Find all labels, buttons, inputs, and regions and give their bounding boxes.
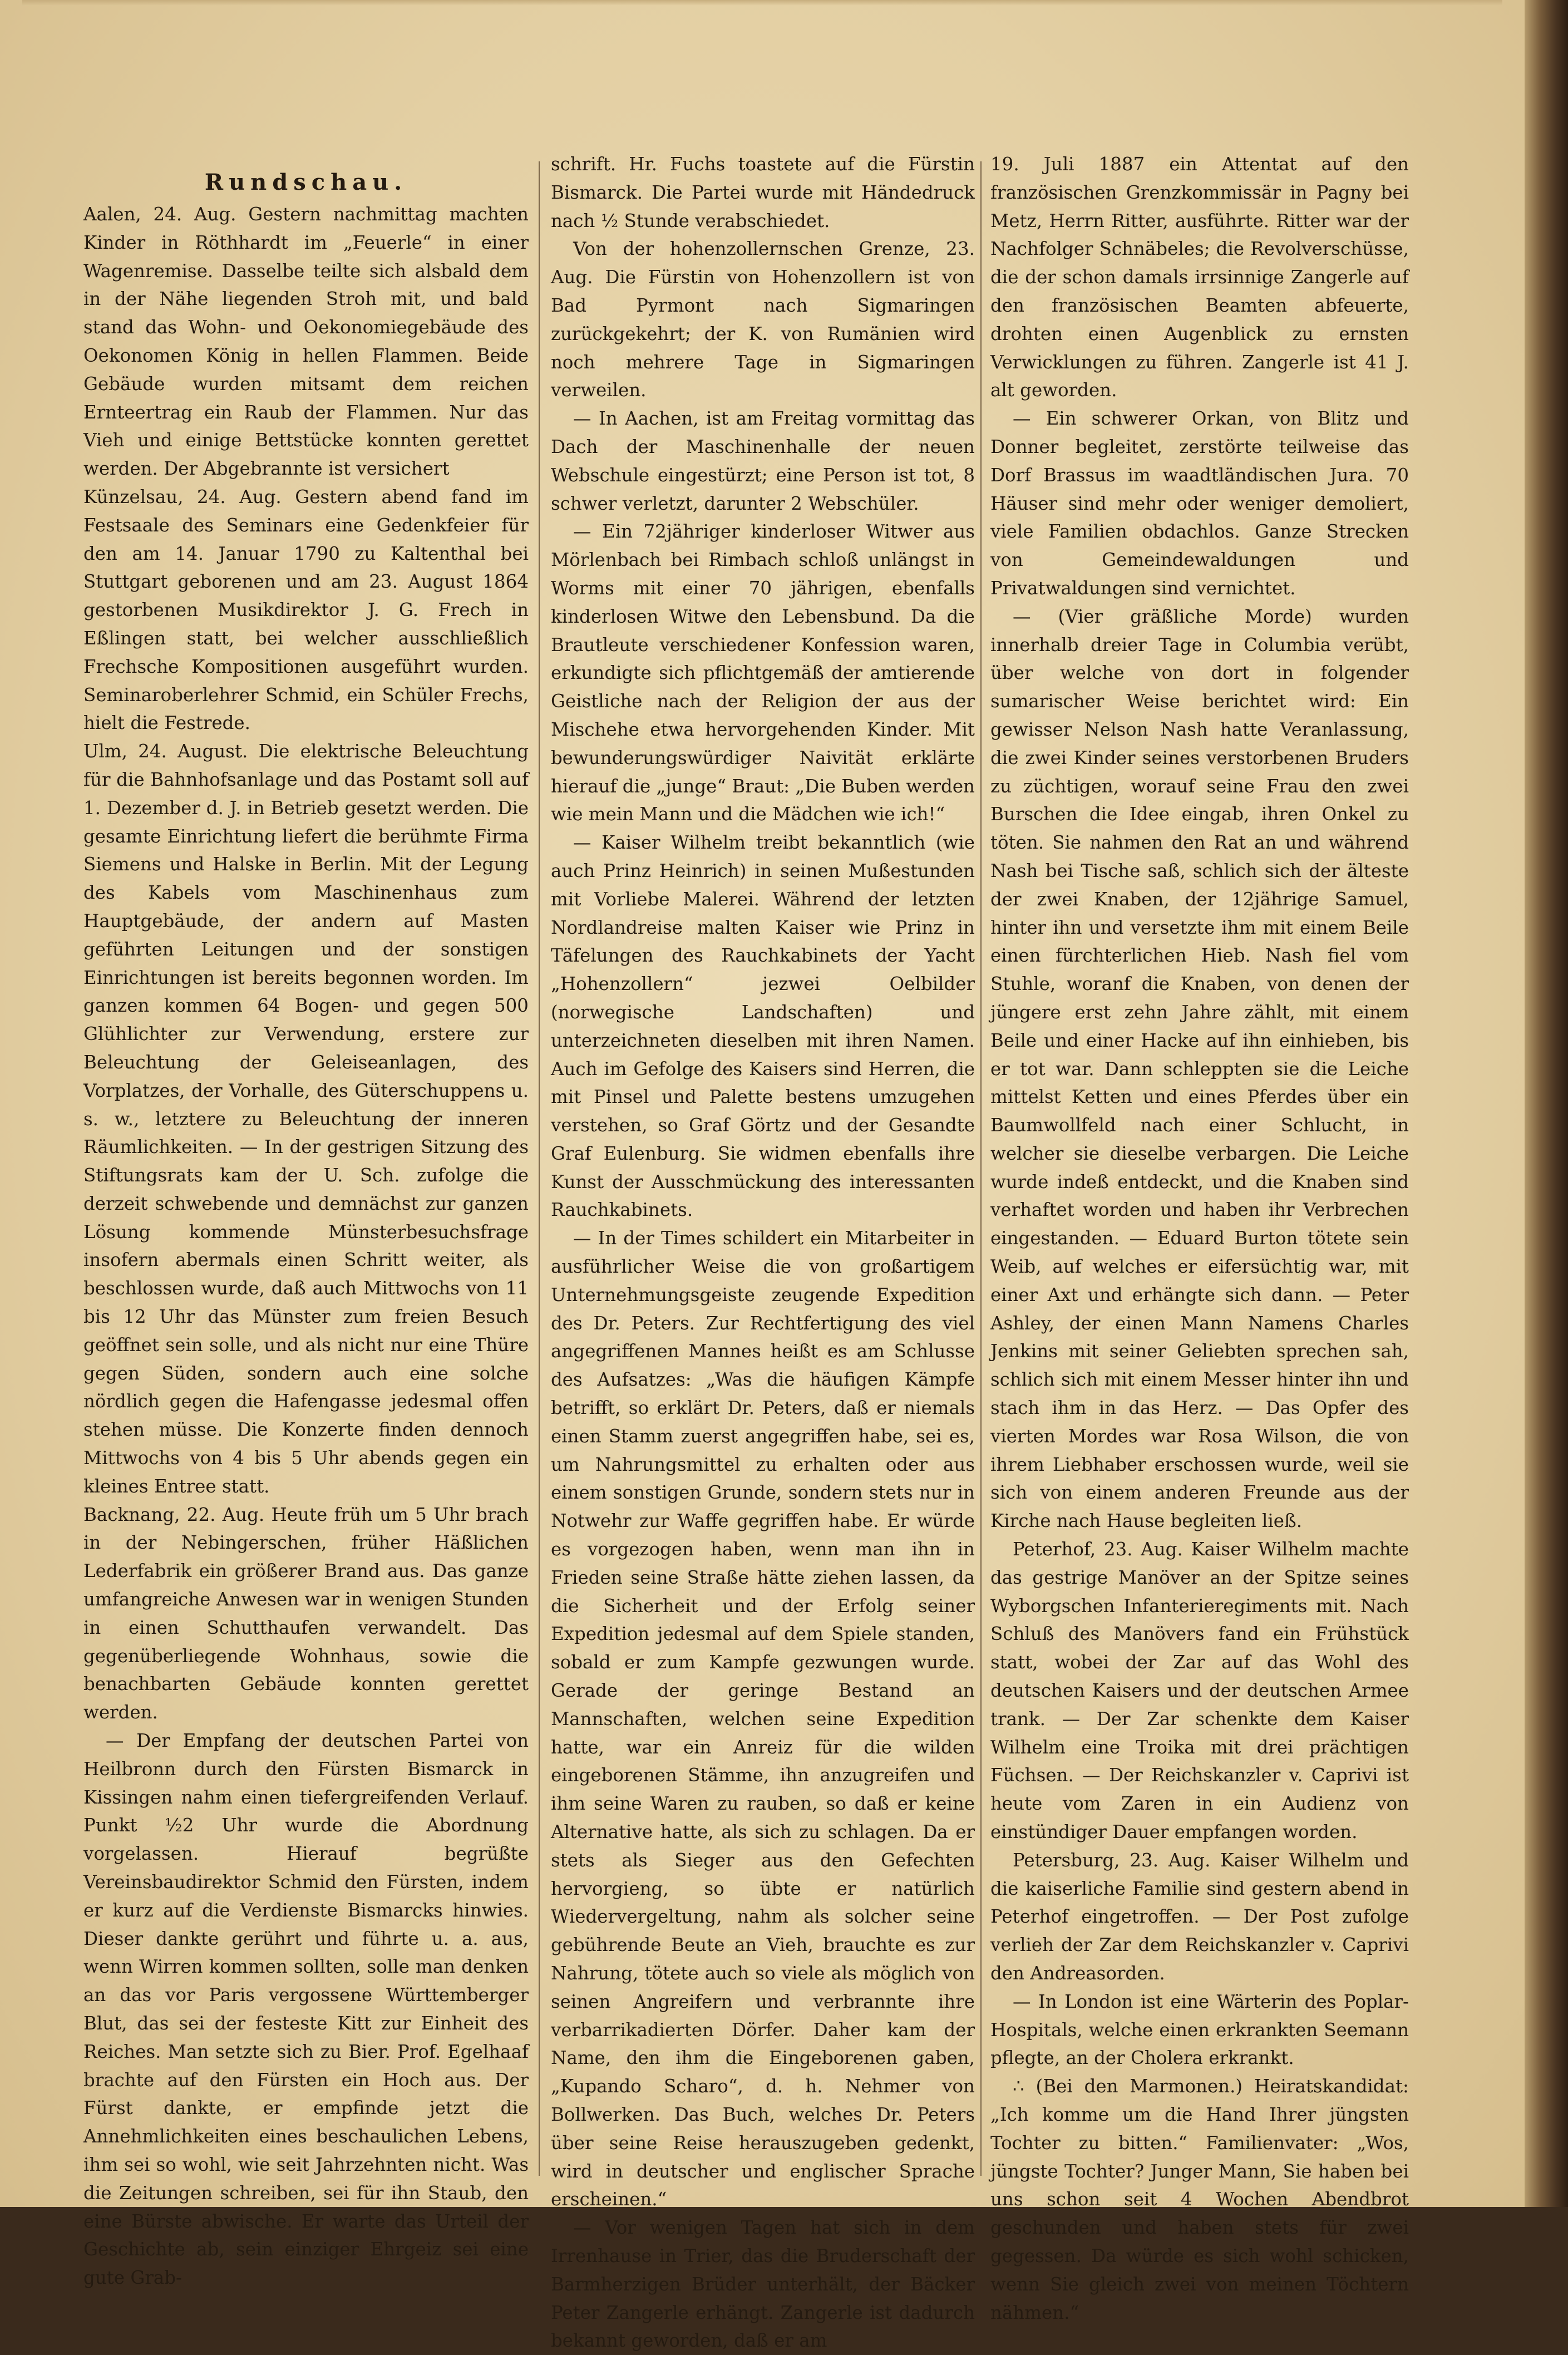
column-3 [990, 150, 1409, 2323]
article-storm: — Ein schwerer Orkan, von Blitz und Donner begleitet, zerstörte teilweise das Dorf Brassus im waadtländischen Jura. 70 Häuser sind mehr oder weniger demoliert, viele Familien obdachlos. Ganze Strecken von Gemeindewaldungen und Privatwaldungen sind vernichtet. [990, 408, 1409, 599]
article-bismarck-reception: — Der Empfang der deutschen Partei von Heilbronn durch den Fürsten Bismarck in Kissingen nahm einen tiefergreifenden Verlauf. Punkt ½2 Uhr wurde die Abordnung vorgelassen. Hierauf begrüßte Vereinsbaudirektor Schmid den Fürsten, indem er kurz auf die Verdienste Bismarcks hinwies. Dieser dankte gerührt und führte u. a. aus, wenn Wirren kommen sollten, solle man denken an das vor Paris vergossene Württemberger Blut, das sei der festeste Kitt zur Einheit des Reiches. Man setzte sich zu Bier. Prof. Egelhaaf brachte auf den Fürsten ein Hoch aus. Der Fürst dankte, er empfinde jetzt die Annehmlichkeiten eines beschaulichen Lebens, ihm sei so wohl, wie seit Jahrzehnten nicht. Was die Zeitungen schreiben, sei für ihn Staub, den eine Bürste abwische. Er warte das Urteil der Geschichte ab, sein einziger Ehrgeiz sei eine gute Grab- [83, 1730, 529, 2289]
article-peterhof: Peterhof, 23. Aug. Kaiser Wilhelm machte das gestrige Manöver an der Spitze seines Wyborgschen Infanterieregiments mit. Nach Schluß des Manövers fand ein Frühstück statt, wobei der Zar auf das Wohl des deutschen Kaisers und der deutschen Armee trank. — Der Zar schenkte dem Kaiser Wilhelm eine Troika mit drei prächtigen Füchsen. — Der Reichskanzler v. Caprivi ist heute vom Zaren in ein Audienz von einstündiger Dauer empfangen worden. [990, 1539, 1409, 1843]
article-aachen: — In Aachen, ist am Freitag vormittag das Dach der Maschinenhalle der neuen Webschule eingestürzt; eine Person ist tot, 8 schwer verletzt, darunter 2 Webschüler. [551, 408, 975, 514]
article-hohenzollern: Von der hohenzollernschen Grenze, 23. Aug. Die Fürstin von Hohenzollern ist von Bad Pyrmont nach Sigmaringen zurückgekehrt; der K. von Rumänien wird noch mehrere Tage in Sigmaringen verweilen. [551, 238, 975, 401]
section-title: Rundschau. [204, 169, 408, 195]
column-2 [551, 150, 975, 2352]
article-continuation: schrift. Hr. Fuchs toastete auf die Fürstin Bismarck. Die Partei wurde mit Händedruck nach ½ Stunde verabschiedet. [551, 154, 975, 231]
book-binding-edge [1525, 0, 1568, 2207]
article-continuation: 19. Juli 1887 ein Attentat auf den französischen Grenzkommissär in Pagny bei Metz, Herrn Ritter, ausführte. Ritter war der Nachfolger Schnäbeles; die Revolverschüsse, die der schon damals irrsinnige Zangerle auf den französischen Beamten abfeuerte, drohten einen Augenblick zu ernsten Verwicklungen zu führen. Zangerle ist 41 J. alt geworden. [990, 154, 1409, 401]
article-kuenzelsau: Künzelsau, 24. Aug. Gestern abend fand im Festsaale des Seminars eine Gedenkfeier für den am 14. Januar 1790 zu Kaltenthal bei Stuttgart geborenen und am 23. August 1864 gestorbenen Musikdirektor J. G. Frech in Eßlingen statt, bei welcher ausschließlich Frechsche Kompositionen ausgeführt wurden. Seminaroberlehrer Schmid, ein Schüler Frechs, hielt die Festrede. [83, 486, 529, 734]
column-divider [980, 161, 982, 2176]
article-four-murders: — (Vier gräßliche Morde) wurden innerhalb dreier Tage in Columbia verübt, über welche von dort in folgender sumarischer Weise berichtet wird: Ein gewisser Nelson Nash hatte Veranlassung, die zwei Kinder seines verstorbenen Bruders zu züchtigen, worauf seine Frau den zwei Burschen die Idee eingab, ihren Onkel zu töten. Sie nahmen den Rat an und während Nash bei Tische saß, schlich sich der älteste der zwei Knaben, der 12jährige Samuel, hinter ihn und versetzte ihm mit einem Beile einen fürchterlichen Hieb. Nash fiel vom Stuhle, woranf die Knaben, von denen der jüngere erst zehn Jahre zählt, mit einem Beile und einer Hacke auf ihn einhieben, bis er tot war. Dann schleppten sie die Leiche mittelst Ketten und eines Pferdes über ein Baumwollfeld nach einer Schlucht, in welcher sie dieselbe verbargen. Die Leiche wurde indeß entdeckt, und die Knaben sind verhaftet worden und haben ihr Verbrechen eingestanden. — Eduard Burton tötete sein Weib, auf welches er eifersüchtig war, mit einer Axt und erhängte sich dann. — Peter Ashley, der einen Mann Namens Charles Jenkins mit seiner Geliebten sprechen sah, schlich sich mit einem Messer hinter ihn und stach ihm in das Herz. — Das Opfer des vierten Mordes war Rosa Wilson, die von ihrem Liebhaber erschossen wurde, weil sie sich von einem anderen Freunde aus der Kirche nach Hause begleiten ließ. [990, 605, 1409, 1532]
article-backnang: Backnang, 22. Aug. Heute früh um 5 Uhr brach in der Nebingerschen, früher Häßlichen Lederfabrik ein größerer Brand aus. Das ganze umfangreiche Anwesen war in wenigen Stunden in einen Schutthaufen verwandelt. Das gegenüberliegende Wohnhaus, sowie die benachbarten Gebäude konnten gerettet werden. [83, 1504, 529, 1723]
article-london: — In London ist eine Wärterin des Poplar-Hospitals, welche einen erkrankten Seemann pflegte, an der Cholera erkrankt. [990, 1991, 1409, 2069]
column-1 [83, 167, 529, 2289]
article-petersburg: Petersburg, 23. Aug. Kaiser Wilhelm und die kaiserliche Familie sind gestern abend in Peterhof eingetroffen. — Der Post zufolge verlieh der Zar dem Reichskanzler v. Caprivi den Andreasorden. [990, 1849, 1409, 1984]
article-mormons: ∴ (Bei den Marmonen.) Heiratskandidat: „Ich komme um die Hand Ihrer jüngsten Tochter zu bitten.“ Familienvater: „Wos, jüngste Tochter? Junger Mann, Sie haben bei uns schon seit 4 Wochen Abendbrot geschunden und haben stets für zwei gegessen. Da würde es sich wohl schicken, wenn Sie gleich zwei von meinen Töchtern nähmen.“ [990, 2076, 1409, 2323]
article-kaiser-painting: — Kaiser Wilhelm treibt bekanntlich (wie auch Prinz Heinrich) in seinen Mußestunden mit Vorliebe Malerei. Während der letzten Nordlandreise malten Kaiser wie Prinz in Täfelungen des Rauchkabinets der Yacht „Hohenzollern“ jezwei Oelbilder (norwegische Landschaften) und unterzeichneten dieselben mit ihren Namen. Auch im Gefolge des Kaisers sind Herren, die mit Pinsel und Palette bestens umzugehen verstehen, so Graf Görtz und der Gesandte Graf Eulenburg. Sie widmen ebenfalls ihre Kunst der Ausschmückung des interessanten Rauchkabinets. [551, 832, 975, 1221]
article-trier: — Vor wenigen Tagen hat sich in dem Irrenhause in Trier, das die Bruderschaft der Barmherzigen Brüder unterhält, der Bäcker Peter Zangerle erhängt. Zangerle ist dadurch bekannt geworden, daß er am [551, 2217, 975, 2352]
article-widower: — Ein 72jähriger kinderloser Witwer aus Mörlenbach bei Rimbach schloß unlängst in Worms mit einer 70 jährigen, ebenfalls kinderlosen Witwe den Lebensbund. Da die Brautleute verschiedener Konfession waren, erkundigte sich pflichtgemäß der amtierende Geistliche nach der Religion der aus der Mischehe etwa hervorgehenden Kinder. Mit bewunderungswürdiger Naivität erklärte hierauf die „junge“ Braut: „Die Buben werden wie mein Mann und die Mädchen wie ich!“ [551, 521, 975, 825]
article-aalen: Aalen, 24. Aug. Gestern nachmittag machten Kinder in Röthhardt im „Feuerle“ in einer Wagenremise. Dasselbe teilte sich alsbald dem in der Nähe liegenden Stroh mit, und bald stand das Wohn- und Oekonomiegebäude des Oekonomen König in hellen Flammen. Beide Gebäude wurden mitsamt dem reichen Ernteertrag ein Raub der Flammen. Nur das Vieh und einige Bettstücke konnten gerettet werden. Der Abgebrannte ist versichert [83, 204, 529, 480]
article-ulm: Ulm, 24. August. Die elektrische Beleuchtung für die Bahnhofsanlage und das Postamt soll auf 1. Dezember d. J. in Betrieb gesetzt werden. Die gesamte Einrichtung liefert die berühmte Firma Siemens und Halske in Berlin. Mit der Legung des Kabels vom Maschinenhaus zum Hauptgebäude, der andern auf Masten geführten Leitungen und der sonstigen Einrichtungen ist bereits begonnen worden. Im ganzen kommen 64 Bogen- und gegen 500 Glühlichter zur Verwendung, erstere zur Beleuchtung der Geleiseanlagen, des Vorplatzes, der Vorhalle, des Güterschuppens u. s. w., letztere zu Beleuchtung der inneren Räumlichkeiten. — In der gestrigen Sitzung des Stiftungsrats kam der U. Sch. zufolge die derzeit schwebende und demnächst zur ganzen Lösung kommende Münsterbesuchsfrage insofern abermals einen Schritt weiter, als beschlossen wurde, daß auch Mittwochs von 11 bis 12 Uhr das Münster zum freien Besuch geöffnet sein solle, und als nicht nur eine Thüre gegen Süden, sondern auch eine solche nördlich gegen die Hafengasse jedesmal offen stehen müsse. Die Konzerte finden dennoch Mittwochs von 4 bis 5 Uhr abends gegen ein kleines Entree statt. [83, 741, 529, 1497]
column-divider [539, 161, 540, 2176]
article-times-peters: — In der Times schildert ein Mitarbeiter in ausführlicher Weise die von großartigem Unternehmungsgeiste zeugende Expedition des Dr. Peters. Zur Rechtfertigung des viel angegriffenen Mannes heißt es am Schlusse des Aufsatzes: „Was die häufigen Kämpfe betrifft, so erklärt Dr. Peters, daß er niemals einen Stamm zuerst angegriffen habe, sei es, um Nahrungsmittel zu erhalten oder aus einem sonstigen Grunde, sondern stets nur in Notwehr zur Waffe gegriffen habe. Er würde es vorgezogen haben, wenn man ihn in Frieden seine Straße hätte ziehen lassen, da die Sicherheit und der Erfolg seiner Expedition jedesmal auf dem Spiele standen, sobald er zum Kampfe gezwungen wurde. Gerade der geringe Bestand an Mannschaften, welchen seine Expedition hatte, war ein Anreiz für die wilden eingeborenen Stämme, ihn anzugreifen und ihm seine Waren zu rauben, so daß er keine Alternative hatte, als sich zu schlagen. Da er stets als Sieger aus den Gefechten hervorgieng, so übte er natürlich Wiedervergeltung, nahm als solcher seine gebührende Beute an Vieh, brauchte es zur Nahrung, tötete auch so viele als möglich von seinen Angreifern und verbrannte ihre verbarrikadierten Dörfer. Daher kam der Name, den ihm die Eingeborenen gaben, „Kupando Scharo“, d. h. Nehmer von Bollwerken. Das Buch, welches Dr. Peters über seine Reise herauszugeben gedenkt, wird in deutscher und englischer Sprache erscheinen.“ [551, 1228, 975, 2210]
page-top-edge [22, 0, 1502, 6]
